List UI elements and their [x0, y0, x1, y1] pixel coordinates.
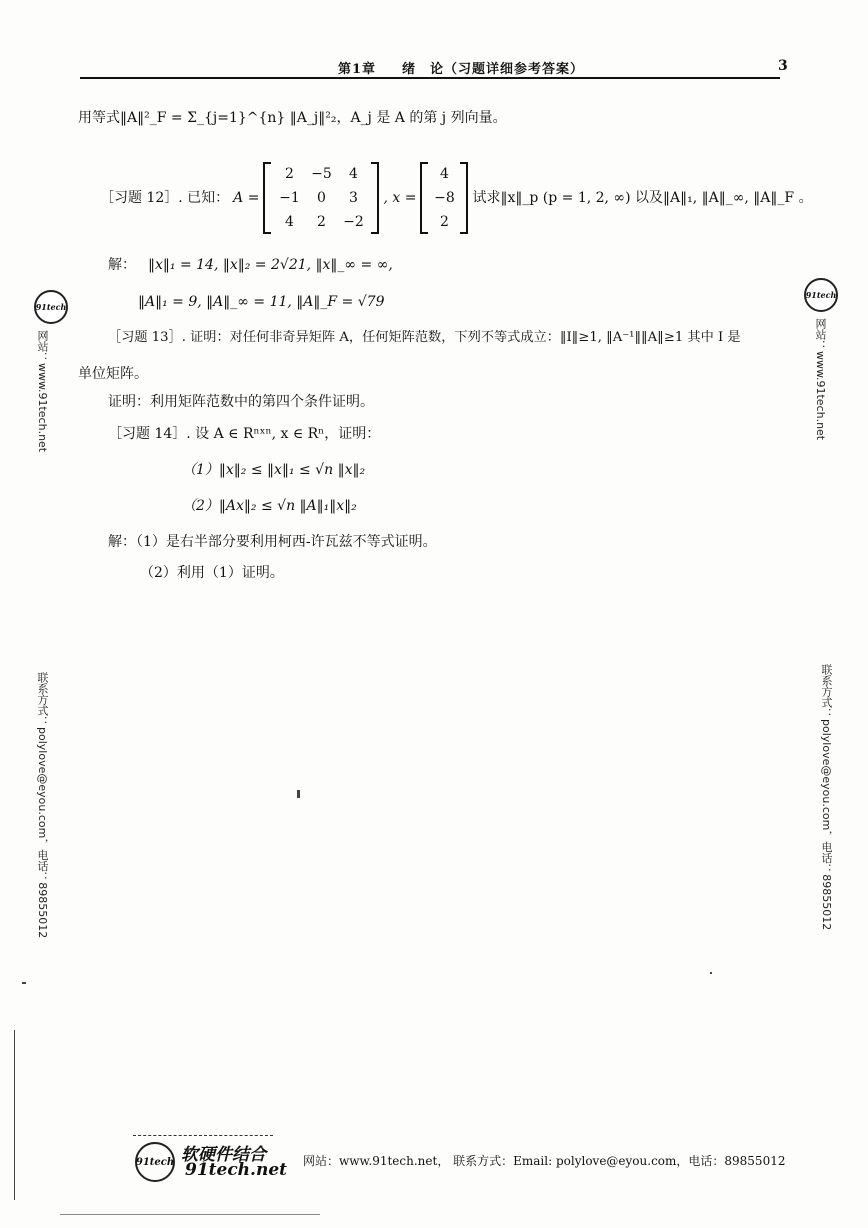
right-margin-logo: 91tech	[804, 278, 838, 312]
exercise-12-block	[100, 160, 813, 236]
footer-logo-badge: 91tech	[135, 1142, 175, 1182]
scan-speck	[297, 790, 300, 798]
footer-contact: 网站：www.91tech.net， 联系方式：Email: polylove@eyou.com，电话：89855012	[303, 1154, 786, 1168]
solution-14-line1: 解：（1）是右半部分要利用柯西-许瓦兹不等式证明。	[108, 534, 437, 550]
solution-12-line1: ‖x‖₁ = 14, ‖x‖₂ = 2√21, ‖x‖_∞ = ∞,	[148, 257, 393, 273]
right-margin-site: 网站：www.91tech.net	[814, 318, 827, 441]
matrix-a	[263, 162, 379, 234]
footer-logo	[133, 1135, 287, 1184]
vector-x-cell: 2	[439, 214, 449, 230]
chapter-label: 第1章	[338, 62, 377, 77]
exercise-14-item2: （2）‖Ax‖₂ ≤ √n ‖A‖₁‖x‖₂	[182, 498, 357, 514]
matrix-a-cell: −1	[279, 190, 300, 206]
scan-speck	[710, 972, 712, 974]
exercise-14-item1: （1）‖x‖₂ ≤ ‖x‖₁ ≤ √n ‖x‖₂	[182, 462, 366, 478]
right-margin-contact: 联系方式：polylove@eyou.com，电话：89855012	[820, 664, 833, 931]
exercise-13-line1: ［习题 13］. 证明：对任何非奇异矩阵 A，任何矩阵范数，下列不等式成立：‖I‖≥1, ‖A⁻¹‖‖A‖≥1 其中 I 是	[108, 330, 741, 345]
matrix-a-cell: −2	[343, 214, 364, 230]
exercise-12-task: 试求‖x‖_p (p = 1, 2, ∞) 以及‖A‖₁, ‖A‖_∞, ‖A‖_F 。	[472, 190, 813, 206]
solution-14-line2: （2）利用（1）证明。	[140, 565, 284, 581]
chapter-title: 绪 论（习题详细参考答案）	[402, 62, 585, 77]
left-margin-contact: 联系方式：polylove@eyou.com，电话：89855012	[36, 672, 49, 939]
scan-edge-line	[14, 1030, 15, 1200]
footer-logo-english: 91tech.net	[185, 1160, 287, 1180]
page-number: 3	[778, 58, 789, 74]
exercise-13-line2: 单位矩阵。	[78, 366, 148, 382]
matrix-a-cell: 2	[285, 166, 294, 182]
footer-logo-chinese: 软硬件结合	[181, 1145, 266, 1165]
exercise-14-label: ［习题 14］. 设 A ∈ Rⁿˣⁿ, x ∈ Rⁿ，证明：	[108, 426, 381, 442]
vector-x-cell: −8	[434, 190, 455, 206]
exercise-12-label: ［习题 12］. 已知：	[100, 190, 230, 206]
solution-12-label: 解：	[108, 257, 136, 273]
matrix-a-cell: 2	[317, 214, 326, 230]
left-margin-logo: 91tech	[34, 290, 68, 324]
proof-13: 证明：利用矩阵范数中的第四个条件证明。	[108, 394, 374, 410]
header-rule	[80, 77, 780, 79]
solution-12-line2: ‖A‖₁ = 9, ‖A‖_∞ = 11, ‖A‖_F = √79	[138, 294, 385, 310]
vector-x-symbol: , x =	[383, 190, 417, 206]
matrix-a-cell: 4	[285, 214, 294, 230]
frobenius-identity-line: 用等式‖A‖²_F = Σ_{j=1}^{n} ‖A_j‖²₂，A_j 是 A 的第 j 列向量。	[78, 110, 507, 126]
scan-bottom-line	[60, 1214, 320, 1215]
matrix-a-cell: 0	[317, 190, 326, 206]
matrix-a-cell: −5	[311, 166, 332, 182]
matrix-a-cell: 3	[349, 190, 358, 206]
left-margin-site: 网站：www.91tech.net	[36, 330, 49, 453]
scan-speck	[22, 982, 26, 984]
matrix-a-symbol: A =	[233, 190, 260, 206]
vector-x-cell: 4	[439, 166, 449, 182]
matrix-a-cell: 4	[349, 166, 358, 182]
vector-x	[420, 162, 468, 234]
